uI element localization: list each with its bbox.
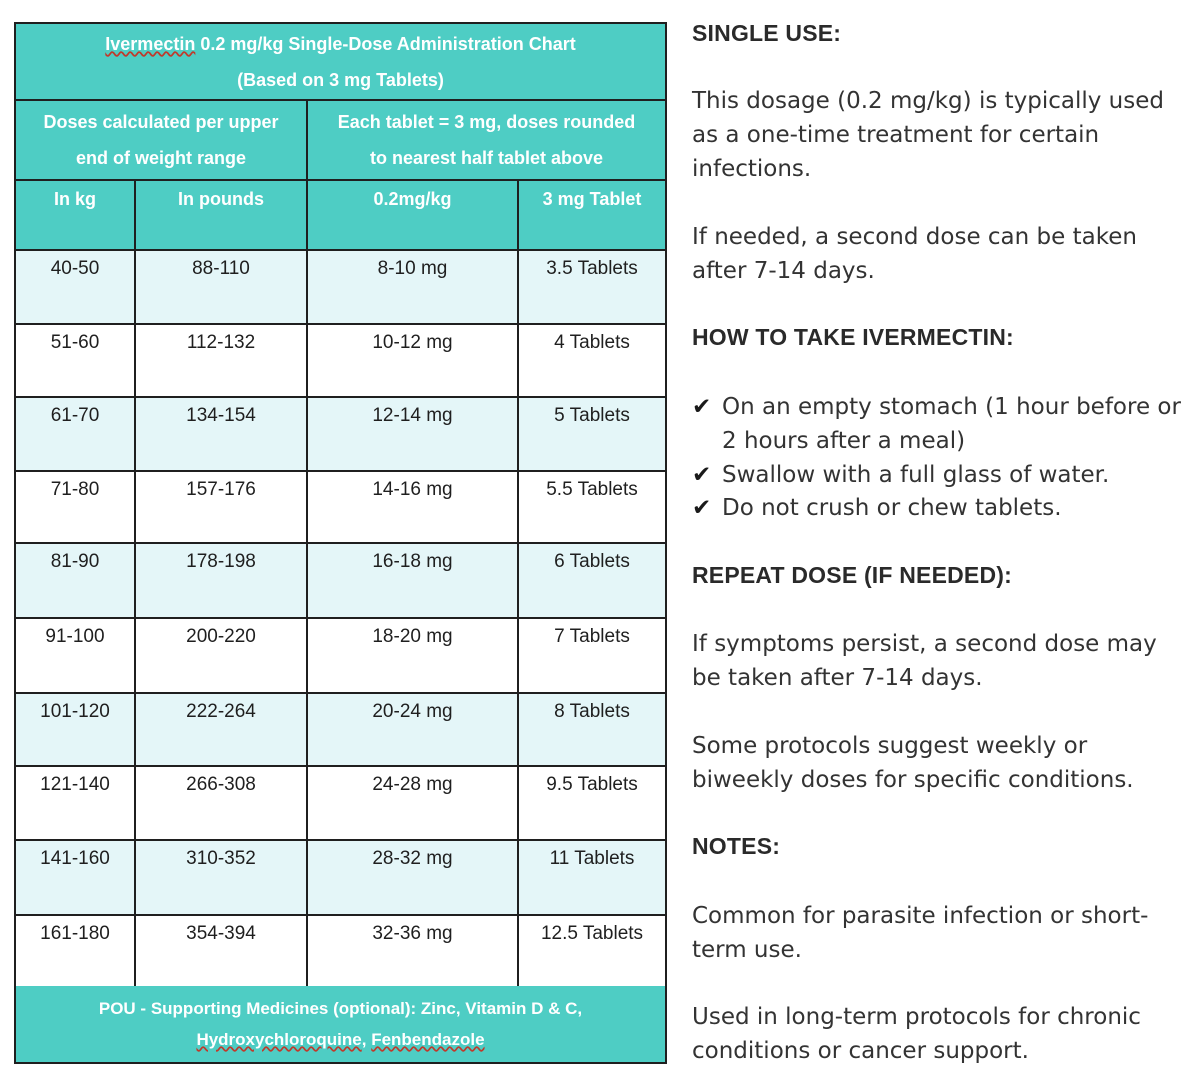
cell-tablets: 4 Tablets	[554, 332, 630, 353]
cell-pounds: 178-198	[186, 551, 256, 572]
cell-dose: 10-12 mg	[372, 332, 453, 353]
chart-subtitle: (Based on 3 mg Tablets)	[237, 69, 444, 90]
cell-kg: 61-70	[50, 405, 100, 426]
how-item-2	[692, 458, 1109, 492]
chart-title	[105, 26, 575, 62]
protocol-line1: Some protocols suggest weekly or	[692, 733, 1088, 759]
table-row	[16, 251, 665, 325]
supporting-medicines-footer	[16, 986, 665, 1062]
cell-kg: 121-140	[40, 774, 110, 795]
cell-dose: 20-24 mg	[372, 701, 453, 722]
single-use-line2: as a one-time treatment for certain	[692, 122, 1100, 148]
cell-pounds: 88-110	[192, 258, 250, 279]
how-item-3	[692, 491, 1062, 525]
chart-title-drug: Ivermectin	[105, 33, 196, 54]
cell-tablets: 3.5 Tablets	[546, 258, 638, 279]
how-item-1-line1: On an empty stomach (1 hour before or	[722, 394, 1181, 420]
cell-kg: 141-160	[40, 848, 110, 869]
table-row	[16, 619, 665, 694]
chart-title-rest: 0.2 mg/kg Single-Dose Administration Chart	[195, 33, 576, 54]
table-row	[16, 916, 665, 988]
single-use-line3: infections.	[692, 156, 812, 182]
notes-2-line1: Used in long-term protocols for chronic	[692, 1004, 1141, 1030]
second-dose-line1: If needed, a second dose can be taken	[692, 224, 1137, 250]
cell-kg: 81-90	[50, 551, 100, 572]
group-header-dose-line1: Each tablet = 3 mg, doses rounded	[337, 112, 636, 132]
footer-line1: POU - Supporting Medicines (optional): Zinc, Vitamin D & C,	[98, 999, 583, 1018]
cell-tablets: 5.5 Tablets	[546, 479, 638, 500]
cell-pounds: 200-220	[186, 626, 256, 647]
cell-dose: 32-36 mg	[372, 923, 453, 944]
group-header-row	[16, 101, 665, 181]
cell-pounds: 134-154	[186, 405, 256, 426]
cell-tablets: 9.5 Tablets	[546, 774, 638, 795]
how-item-1-line2: 2 hours after a meal)	[722, 428, 966, 454]
check-icon: ✔	[692, 495, 712, 521]
check-icon: ✔	[692, 462, 712, 488]
cell-dose: 8-10 mg	[377, 258, 448, 279]
footer-medicine-2: Fenbendazole	[371, 1030, 485, 1049]
single-use-line1: This dosage (0.2 mg/kg) is typically used	[692, 88, 1164, 114]
table-row	[16, 694, 665, 767]
column-header-row	[16, 181, 665, 251]
cell-dose: 14-16 mg	[372, 479, 453, 500]
notes-1-line1: Common for parasite infection or short-	[692, 903, 1149, 929]
footer-line2	[196, 1024, 484, 1055]
how-item-1	[692, 390, 1181, 424]
cell-dose: 12-14 mg	[372, 405, 453, 426]
protocol-line2: biweekly doses for specific conditions.	[692, 767, 1134, 793]
notes-2-line2: conditions or cancer support.	[692, 1038, 1029, 1064]
notes-heading: NOTES:	[692, 833, 781, 859]
cell-tablets: 12.5 Tablets	[540, 923, 644, 944]
column-header-kg: In kg	[53, 189, 96, 209]
group-header-weight-line1: Doses calculated per upper	[43, 112, 279, 132]
cell-kg: 101-120	[40, 701, 110, 722]
cell-kg: 91-100	[45, 626, 105, 647]
dosage-chart-table	[14, 22, 667, 1064]
check-icon: ✔	[692, 394, 712, 420]
group-header-dose	[308, 101, 665, 179]
group-header-weight	[16, 101, 306, 179]
footer-medicine-1: Hydroxychloroquine	[196, 1030, 362, 1049]
group-header-dose-line2: to nearest half tablet above	[369, 148, 604, 168]
cell-pounds: 354-394	[186, 923, 256, 944]
cell-tablets: 5 Tablets	[554, 405, 630, 426]
second-dose-line2: after 7-14 days.	[692, 258, 875, 284]
cell-pounds: 310-352	[186, 848, 256, 869]
table-row	[16, 767, 665, 841]
group-header-weight-line2: end of weight range	[75, 148, 246, 168]
how-item-2-text: Swallow with a full glass of water.	[722, 462, 1110, 488]
cell-kg: 51-60	[50, 332, 100, 353]
cell-kg: 161-180	[40, 923, 110, 944]
how-item-3-text: Do not crush or chew tablets.	[722, 495, 1062, 521]
cell-dose: 28-32 mg	[372, 848, 453, 869]
cell-dose: 18-20 mg	[372, 626, 453, 647]
cell-tablets: 7 Tablets	[554, 626, 630, 647]
repeat-dose-heading: REPEAT DOSE (IF NEEDED):	[692, 562, 1013, 588]
cell-kg: 71-80	[50, 479, 100, 500]
table-row	[16, 841, 665, 916]
table-row	[16, 472, 665, 544]
cell-pounds: 157-176	[186, 479, 256, 500]
cell-tablets: 11 Tablets	[549, 848, 635, 869]
how-to-take-heading: HOW TO TAKE IVERMECTIN:	[692, 324, 1014, 350]
table-row	[16, 398, 665, 472]
cell-tablets: 8 Tablets	[554, 701, 630, 722]
table-row	[16, 325, 665, 398]
table-row	[16, 544, 665, 619]
cell-dose: 16-18 mg	[372, 551, 453, 572]
column-header-pounds: In pounds	[178, 189, 264, 209]
cell-pounds: 112-132	[186, 332, 256, 353]
repeat-line1: If symptoms persist, a second dose may	[692, 631, 1157, 657]
cell-kg: 40-50	[50, 258, 100, 279]
notes-1-line2: term use.	[692, 937, 802, 963]
cell-tablets: 6 Tablets	[554, 551, 630, 572]
cell-dose: 24-28 mg	[372, 774, 453, 795]
single-use-heading: SINGLE USE:	[692, 20, 842, 46]
repeat-line2: be taken after 7-14 days.	[692, 665, 983, 691]
chart-title-band	[16, 24, 665, 101]
column-header-tablets: 3 mg Tablet	[542, 189, 642, 209]
cell-pounds: 222-264	[186, 701, 256, 722]
footer-separator: ,	[361, 1030, 372, 1049]
cell-pounds: 266-308	[186, 774, 256, 795]
column-header-dose: 0.2mg/kg	[373, 189, 452, 209]
